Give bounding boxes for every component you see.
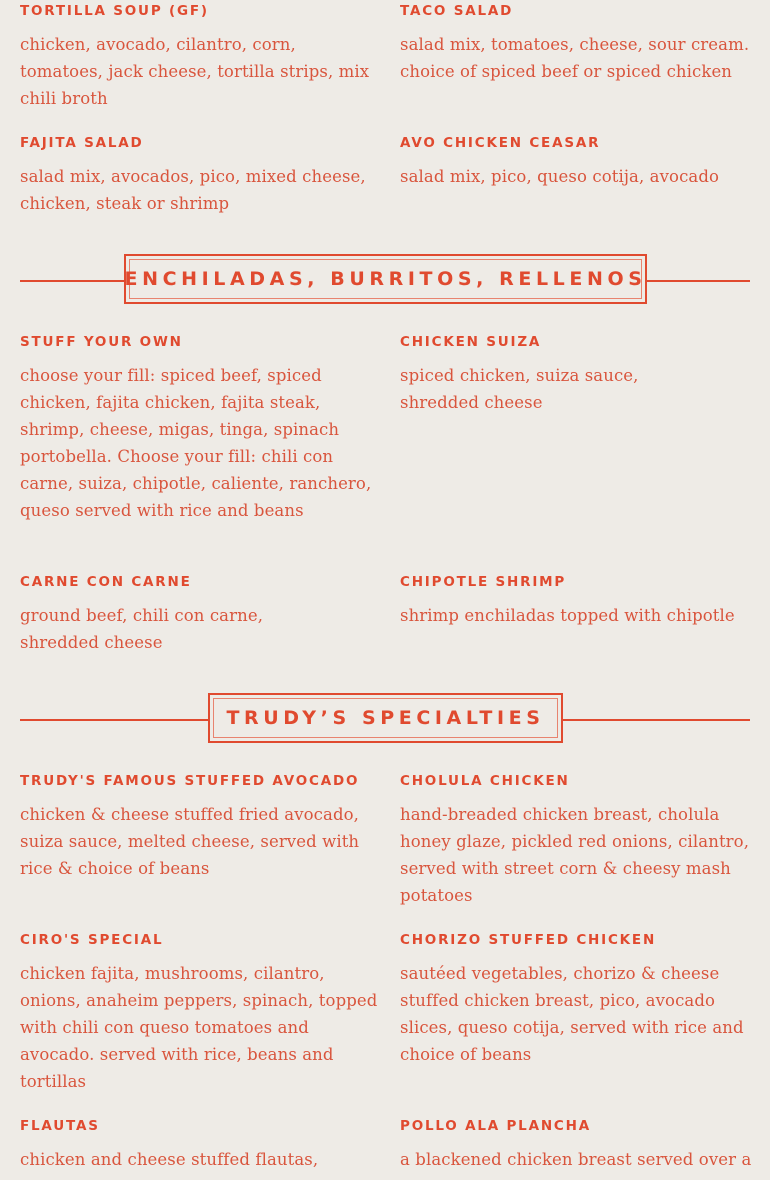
menu-item-tortilla-soup [20,3,380,112]
menu-item-stuffed-avocado [20,773,380,882]
menu-item-flautas [20,1118,380,1173]
menu-item-description: salad mix, tomatoes, cheese, sour cream. choice of spiced beef or spiced chicken [400,35,750,81]
menu-item-description: salad mix, avocados, pico, mixed cheese, chicken, steak or shrimp [20,167,366,213]
menu-item-chipotle-shrimp [400,574,760,629]
menu-item-description: shrimp enchiladas topped with chipotle [400,606,735,625]
menu-item-description: spiced chicken, suiza sauce, shredded cheese [400,366,639,412]
menu-item-title: POLLO ALA PLANCHA [400,1118,591,1134]
menu-item-ciros-special [20,932,380,1095]
section-title-box [208,693,563,743]
menu-item-title: CHORIZO STUFFED CHICKEN [400,932,657,948]
menu-item-avo-chicken-ceasar [400,135,760,190]
menu-item-fajita-salad [20,135,380,217]
menu-item-title: TACO SALAD [400,3,514,19]
menu-item-carne-con-carne [20,574,380,656]
menu-item-description: hand-breaded chicken breast, cholula honey glaze, pickled red onions, cilantro, served with street corn & cheesy mash potatoes [400,805,750,905]
section-header-enchiladas [20,254,750,308]
menu-item-description: salad mix, pico, queso cotija, avocado [400,167,720,186]
menu-item-title: CHICKEN SUIZA [400,334,542,350]
menu-item-pollo-ala-plancha [400,1118,760,1173]
menu-item-title: CIRO'S SPECIAL [20,932,164,948]
menu-item-description: chicken fajita, mushrooms, cilantro, onions, anaheim peppers, spinach, topped with chili con queso tomatoes and avocado. served with rice, beans and tortillas [20,964,378,1091]
menu-item-chorizo-stuffed-chicken [400,932,760,1068]
menu-item-description: a blackened chicken breast served over a [400,1150,752,1169]
menu-item-title: STUFF YOUR OWN [20,334,183,350]
menu-item-description: chicken and cheese stuffed flautas, [20,1150,319,1169]
menu-item-description: choose your fill: spiced beef, spiced chicken, fajita chicken, fajita steak, shrimp, cheese, migas, tinga, spinach portobella. Choose your fill: chili con carne, suiza, chipotle, caliente, ranchero, queso served with rice and beans [20,366,372,520]
section-title: TRUDY’S SPECIALTIES [226,707,545,729]
menu-item-description: sautéed vegetables, chorizo & cheese stuffed chicken breast, pico, avocado slices, queso cotija, served with rice and choice of beans [400,964,744,1064]
menu-item-taco-salad [400,3,760,85]
menu-item-title: FLAUTAS [20,1118,100,1134]
menu-item-chicken-suiza [400,334,760,416]
menu-item-title: CHIPOTLE SHRIMP [400,574,567,590]
menu-item-title: AVO CHICKEN CEASAR [400,135,601,151]
menu-item-title: CARNE CON CARNE [20,574,192,590]
menu-item-cholula-chicken [400,773,760,909]
menu-item-title: FAJITA SALAD [20,135,144,151]
menu-item-title: TRUDY'S FAMOUS STUFFED AVOCADO [20,773,360,789]
section-title: ENCHILADAS, BURRITOS, RELLENOS [124,268,647,290]
menu-item-description: chicken & cheese stuffed fried avocado, suiza sauce, melted cheese, served with rice & choice of beans [20,805,360,878]
menu-item-description: chicken, avocado, cilantro, corn, tomatoes, jack cheese, tortilla strips, mix chili broth [20,35,370,108]
menu-item-title: TORTILLA SOUP (GF) [20,3,209,19]
section-title-box [124,254,647,304]
menu-item-title: CHOLULA CHICKEN [400,773,570,789]
menu-item-stuff-your-own [20,334,380,524]
section-header-specialties [20,693,750,747]
menu-item-description: ground beef, chili con carne, shredded cheese [20,606,264,652]
